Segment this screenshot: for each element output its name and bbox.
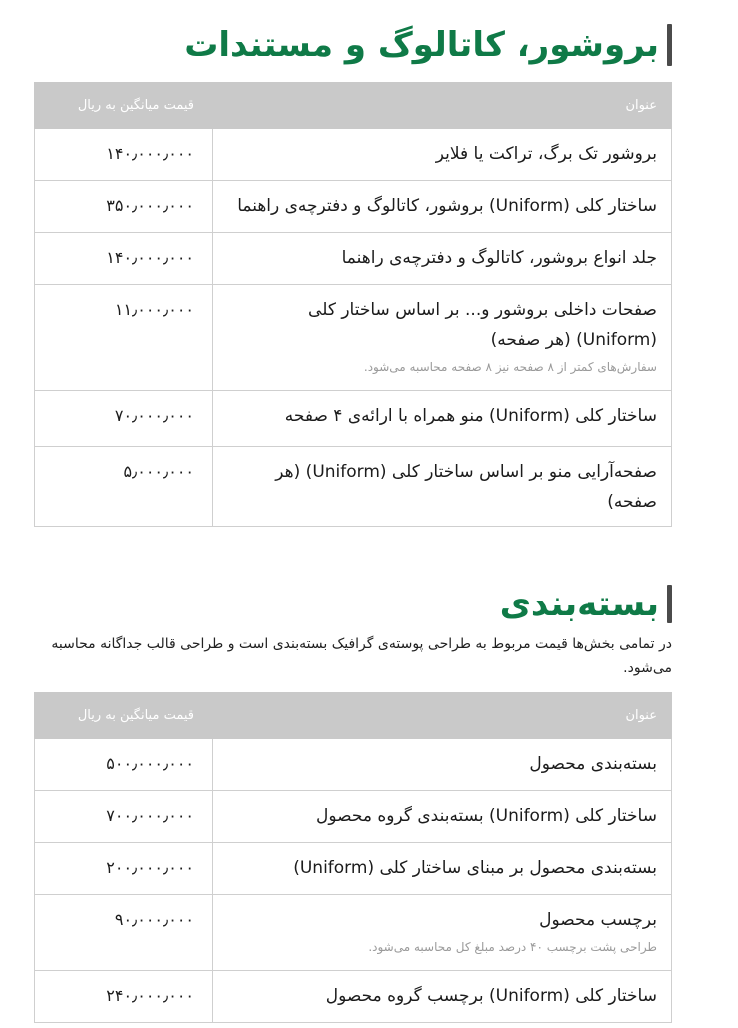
title-accent-bar [667,24,672,66]
row-title: ساختار کلی (Uniform) منو همراه با ارائه‌ی ۴ صفحه [284,406,657,426]
row-price-cell [35,233,213,285]
header-price-col: قیمت میانگین به ریال [35,693,213,739]
row-title: جلد انواع بروشور، کاتالوگ و دفترچه‌ی راهنما [341,248,657,268]
row-note: طراحی پشت برچسب ۴۰ درصد مبلغ کل محاسبه می‌شود. [368,940,657,954]
section-title-brochure [184,22,672,68]
table-row [35,843,672,895]
row-title-cell [213,447,672,527]
brochure-price-table [34,82,672,527]
row-title-cell [213,233,672,285]
row-price-cell [35,285,213,391]
section-title-text: بسته‌بندی [499,584,659,624]
row-title-cell [213,791,672,843]
row-note: سفارش‌های کمتر از ۸ صفحه نیز ۸ صفحه محاسبه می‌شود. [363,360,657,374]
header-title-col: عنوان [213,693,672,739]
row-price-cell [35,895,213,971]
table-header-row [35,83,672,129]
packaging-intro-text: در تمامی بخش‌ها قیمت مربوط به طراحی پوسته‌ی گرافیک بسته‌بندی است و طراحی قالب جداگانه محاسبه می‌شود. [51,636,672,676]
row-title: بروشور تک برگ، تراکت یا فلایر [435,144,657,164]
row-title-cell [213,971,672,1023]
row-title: صفحه‌آرایی منو بر اساس ساختار کلی (Uniform) (هر صفحه) [275,462,657,512]
table-row [35,181,672,233]
row-price: ۵۰۰٫۰۰۰٫۰۰۰ [106,754,194,773]
row-title: ساختار کلی (Uniform) بسته‌بندی گروه محصول [316,806,657,826]
row-price: ۵٫۰۰۰٫۰۰۰ [123,462,194,481]
table-row [35,285,672,391]
table-header-row [35,693,672,739]
header-title-col: عنوان [213,83,672,129]
row-price: ۷۰٫۰۰۰٫۰۰۰ [114,406,194,425]
row-price: ۱۱٫۰۰۰٫۰۰۰ [114,300,194,319]
table-row [35,791,672,843]
row-price-cell [35,391,213,447]
row-price: ۲۰۰٫۰۰۰٫۰۰۰ [106,858,194,877]
row-price-cell [35,447,213,527]
row-title-cell [213,843,672,895]
row-price: ۷۰۰٫۰۰۰٫۰۰۰ [106,806,194,825]
table-row [35,129,672,181]
row-title-cell [213,895,672,971]
row-title-cell [213,285,672,391]
row-title-cell [213,391,672,447]
packaging-table-body [35,739,672,1023]
row-price: ۳۵۰٫۰۰۰٫۰۰۰ [106,196,194,215]
row-price: ۹۰٫۰۰۰٫۰۰۰ [114,910,194,929]
row-price-cell [35,739,213,791]
row-price: ۱۴۰٫۰۰۰٫۰۰۰ [106,248,194,267]
row-price: ۲۴۰٫۰۰۰٫۰۰۰ [106,986,194,1005]
section-title-text: بروشور، کاتالوگ و مستندات [184,25,659,65]
packaging-price-table [34,692,672,1023]
row-title-cell [213,181,672,233]
row-title: برچسب محصول [539,910,657,930]
row-price: ۱۴۰٫۰۰۰٫۰۰۰ [106,144,194,163]
table-row [35,895,672,971]
row-price-cell [35,129,213,181]
row-title: بسته‌بندی محصول [529,754,657,774]
row-price-cell [35,843,213,895]
table-row [35,739,672,791]
header-price-col: قیمت میانگین به ریال [35,83,213,129]
title-accent-bar [667,585,672,623]
row-title-cell [213,129,672,181]
row-title: ساختار کلی (Uniform) برچسب گروه محصول [325,986,657,1006]
table-row [35,447,672,527]
row-price-cell [35,181,213,233]
row-price-cell [35,971,213,1023]
section-title-packaging [500,582,672,626]
row-title: بسته‌بندی محصول بر مبنای ساختار کلی (Uniform) [293,858,657,878]
table-row [35,233,672,285]
row-price-cell [35,791,213,843]
table-row [35,971,672,1023]
table-row [35,391,672,447]
row-title: صفحات داخلی بروشور و... بر اساس ساختار کلی (Uniform) (هر صفحه) [308,300,657,350]
row-title: ساختار کلی (Uniform) بروشور، کاتالوگ و دفترچه‌ی راهنما [237,196,657,216]
row-title-cell [213,739,672,791]
brochure-table-body [35,129,672,527]
